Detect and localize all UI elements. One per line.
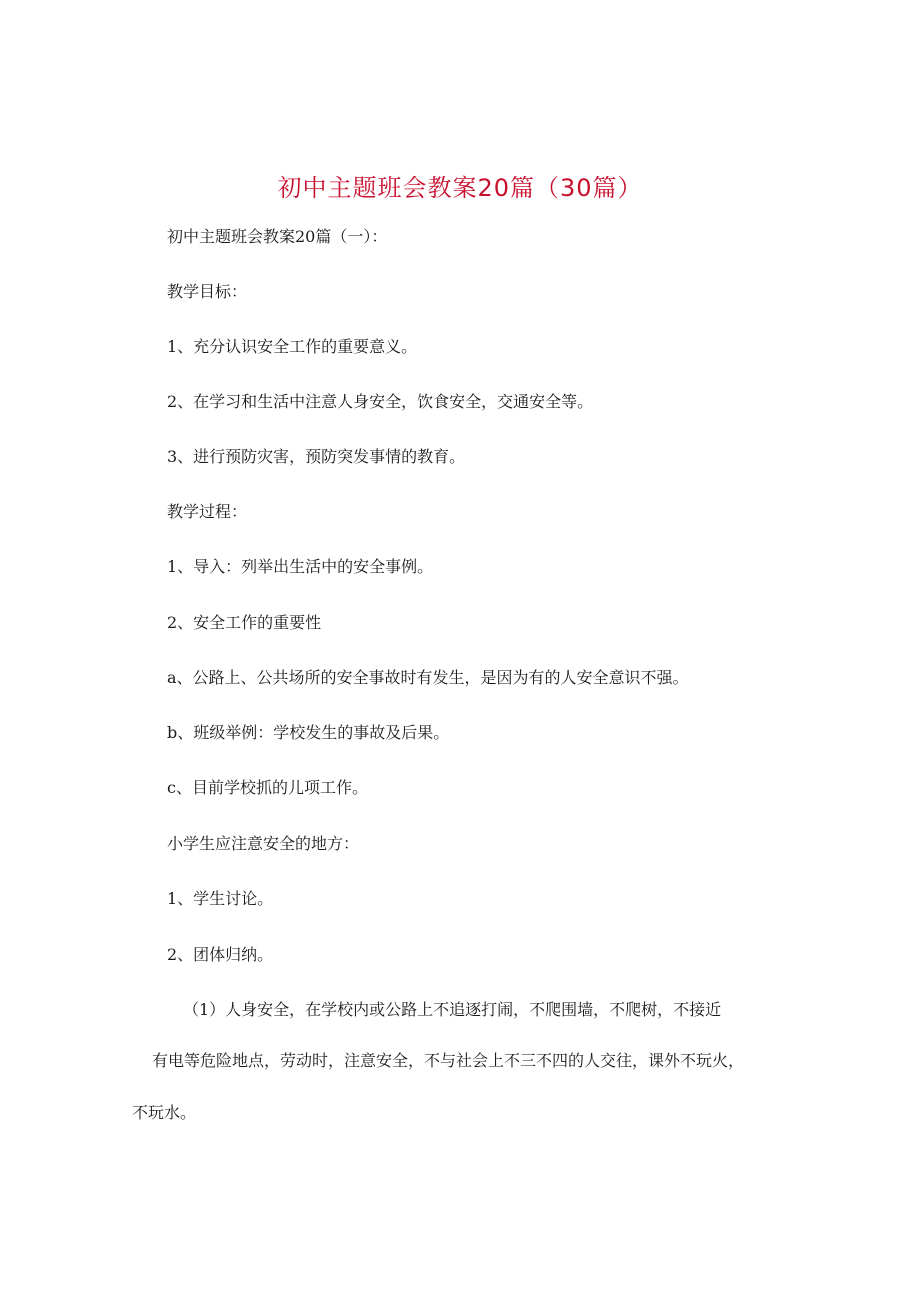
section-heading: 初中主题班会教案20篇（一）： <box>167 227 388 246</box>
paragraph-line: 1、充分认识安全工作的重要意义。 <box>167 337 418 356</box>
paragraph-line: 3、进行预防灾害，预防突发事情的教育。 <box>167 447 466 466</box>
paragraph-line: 2、在学习和生活中注意人身安全，饮食安全，交通安全等。 <box>167 392 594 411</box>
paragraph-line: 教学过程： <box>167 502 248 521</box>
paragraph-line: 2、安全工作的重要性 <box>167 613 322 632</box>
paragraph-line: 1、学生讨论。 <box>167 889 274 908</box>
paragraph-line: 不玩水。 <box>132 1103 197 1122</box>
paragraph-line: 有电等危险地点，劳动时，注意安全，不与社会上不三不四的人交往，课外不玩火， <box>152 1051 745 1070</box>
paragraph-line: 小学生应注意安全的地方： <box>167 834 360 853</box>
paragraph-line: b、班级举例：学校发生的事故及后果。 <box>167 723 450 742</box>
paragraph-line: 教学目标： <box>167 282 248 301</box>
paragraph-line: a、公路上、公共场所的安全事故时有发生，是因为有的人安全意识不强。 <box>167 668 689 687</box>
paragraph-line: 1、导入：列举出生活中的安全事例。 <box>167 557 434 576</box>
document-title: 初中主题班会教案20篇（30篇） <box>277 174 643 202</box>
paragraph-line: c、目前学校抓的儿项工作。 <box>167 778 368 797</box>
paragraph-line: 2、团体归纳。 <box>167 945 274 964</box>
paragraph-line: （1）人身安全，在学校内或公路上不追逐打闹，不爬围墙，不爬树，不接近 <box>183 1000 722 1019</box>
